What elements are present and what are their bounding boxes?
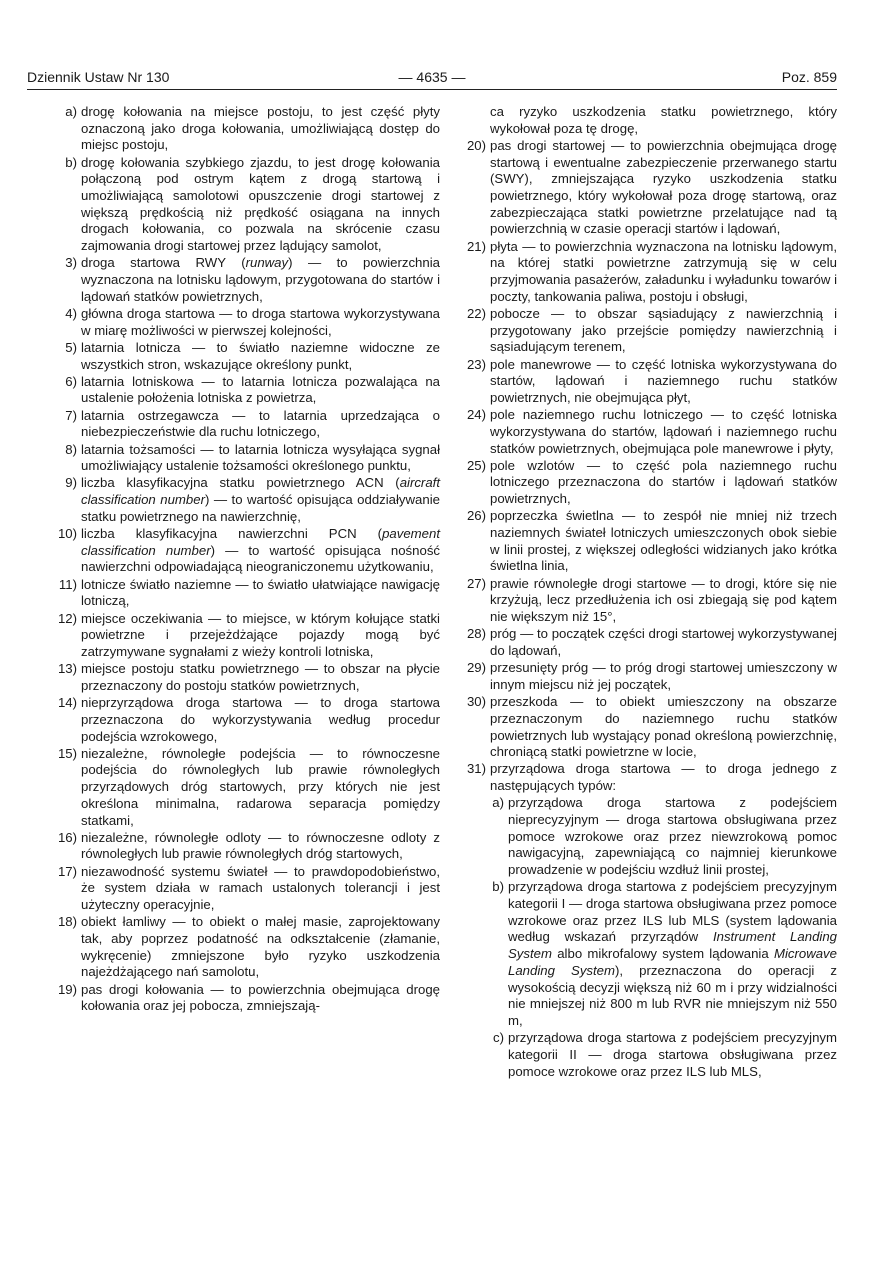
item-number: 16) [57,829,77,845]
list-item [47,442,440,475]
item-text: pole manewrowe — to część lotniska wykorzystywana do startów, lądowań i naziemnego ruchu statków powietrznych, nie obejmująca płyt, [490,356,837,405]
item-text: przyrządowa droga startowa — to droga jednego z następujących typów: [490,761,837,794]
item-number: b) [492,879,504,895]
item-text: przesunięty próg — to próg drogi startowej umieszczony w innym miejscu niż jej początek, [490,660,837,692]
list-item [456,458,837,508]
item-number: 11) [58,576,77,592]
item-text: przyrządowa droga startowa z podejściem nieprecyzyjnym — droga startowa obsługiwana przez pomoce wzrokowe oraz przez niewzrokową pomoc nawigacyjną, zapewniającą co najmniej kierunkowe prowadzenie w podejściu wzdłuż linii prostej, [508,795,837,878]
item-text: płyta — to powierzchnia wyznaczona na lotnisku lądowym, na której statki powietrzne zatrzymują się w celu przyjmowania pasażerów, załadunku i wyładunku towarów i poczty, tankowania paliwa, postoju i obsługi, [490,238,837,304]
list-item [456,138,837,238]
item-text: poprzeczka świetlna — to zespół nie mniej niż trzech naziemnych świateł lotniczych umieszczonych obok siebie w linii prostej, z większej odległości widzianych jako krótka świetlna linia, [490,508,837,574]
item-number: 5) [65,339,77,355]
item-text: przyrządowa droga startowa z podejściem precyzyjnym kategorii II — droga startowa obsługiwana przez pomoce wzrokowe oraz przez ILS lub MLS, [508,1030,837,1079]
list-item [456,660,837,693]
item-text: latarnia lotniskowa — to latarnia lotnicza pozwalająca na ustalenie położenia lotniska z powietrza, [81,373,440,406]
item-number: 27) [466,575,486,591]
item-number: 29) [466,660,486,676]
item-text: niezależne, równoległe podejścia — to równoczesne podejścia do równoległych lub prawie równoległych przyrządowych dróg startowych, przy których nie jest określona minimalna, radarowa separacja pomiędzy statkami, [81,745,440,828]
list-item [47,746,440,830]
item-text: droga startowa RWY (runway) — to powierzchnia wyznaczona na lotnisku lądowym, przygotowana do startów i lądowań statków powietrznych, [81,255,440,304]
item-number: b) [65,154,77,170]
item-text: liczba klasyfikacyjna nawierzchni PCN (pavement classification number) — to wartość opisująca nośność nawierzchni odpowiadającą nieograniczonemu użytkowaniu, [81,526,441,575]
list-item [47,475,440,525]
item-number: 22) [466,305,486,321]
item-number: 6) [65,373,77,389]
item-text: obiekt łamliwy — to obiekt o małej masie, zaprojektowany tak, aby poprzez podatność na odkształcenie (złamanie, wykręcenie) zmniejszone było ryzyko uszkodzenia najeżdżającego nań samolotu, [81,914,440,980]
list-item [47,982,440,1015]
item-text: miejsce oczekiwania — to miejsce, w którym kołujące statki powietrzne i przejeżdżające pojazdy mogą być zatrzymywane sygnałami z wieży kontroli lotniska, [81,610,440,659]
item-number: 28) [466,626,486,642]
list-item [47,661,440,694]
list-item [47,914,440,981]
item-text: pobocze — to obszar sąsiadujący z nawierzchnią i przygotowany jako przejście pomiędzy nawierzchnią i sąsiadującym terenem, [490,305,837,355]
list-item [456,508,837,575]
list-item [456,306,837,356]
item-number: 19) [57,981,77,997]
item-text: przeszkoda — to obiekt umieszczony na obszarze przeznaczonym do naziemnego ruchu statków powietrznych lub wystający ponad określoną powierzchnię, chroniącą statki powietrzne w locie, [490,694,837,760]
item-text: ca ryzyko uszkodzenia statku powietrznego, który wykołował poza tę drogę, [490,104,837,136]
item-number: 18) [57,914,77,930]
item-text: latarnia tożsamości — to latarnia lotnicza wysyłająca sygnał umożliwiający ustalenie tożsamości określonego punktu, [81,441,440,474]
item-number: 8) [65,441,77,457]
right-column [456,104,837,1081]
list-item [456,576,837,626]
list-item [456,104,837,137]
item-number: a) [492,795,504,811]
list-item [456,357,837,407]
list-item [47,306,440,339]
item-text: prawie równoległe drogi startowe — to drogi, które się nie krzyżują, lecz przedłużenia ich osi zbiegają się pod kątem nie większym niż 15°, [490,575,837,625]
item-number: 3) [65,255,77,271]
list-item [47,526,440,576]
item-text: przyrządowa droga startowa z podejściem precyzyjnym kategorii I — droga startowa obsługiwana przez pomoce wzrokowe oraz przez ILS lub MLS (system lądowania według wskazań przyrządów Instrument Landing System albo mikrofalowy system lądowania Microwave Landing System), przeznaczona do operacji z wysokością decyzji większą niż 60 m i przy widzialności nie mniejszej niż 800 m lub RVR nie mniejszym niż 550 m, [508,879,837,1028]
item-text: latarnia lotnicza — to światło naziemne widoczne ze wszystkich stron, wskazujące określony punkt, [81,339,440,372]
left-column [47,104,440,1015]
list-item [47,577,440,610]
item-text: drogę kołowania na miejsce postoju, to jest część płyty oznaczoną jako droga kołowania, umożliwiającą dostęp do miejsc postoju, [81,104,440,153]
item-text: nieprzyrządowa droga startowa — to droga startowa przeznaczona do wykorzystywania według procedur podejścia wzrokowego, [81,695,440,744]
item-text: pas drogi kołowania — to powierzchnia obejmująca drogę kołowania oraz jej pobocza, zmniejszają- [81,981,440,1014]
list-item [47,374,440,407]
header-rule [27,89,837,90]
item-number: 26) [466,508,486,524]
item-number: 25) [466,457,486,473]
item-text: lotnicze światło naziemne — to światło ułatwiające nawigację lotniczą, [81,576,440,609]
sub-item [47,155,440,255]
item-text: próg — to początek części drogi startowej wykorzystywanej do lądowań, [490,626,837,658]
item-number: 13) [57,661,77,677]
list-item [47,340,440,373]
item-text: pole naziemnego ruchu lotniczego — to część lotniska wykorzystywana do startów, lądowań i naziemnego ruchu statków powietrznych, obejmująca pole manewrowe i płyty, [490,407,837,456]
item-number: 30) [466,694,486,710]
item-text: miejsce postoju statku powietrznego — to obszar na płycie przeznaczony do postoju statków powietrznych, [81,661,440,693]
list-item [47,408,440,441]
item-text: główna droga startowa — to droga startowa wykorzystywana w miarę możliwości w pierwszej kolejności, [81,305,440,338]
list-item [456,407,837,457]
item-text: latarnia ostrzegawcza — to latarnia uprzedzająca o niebezpieczeństwie dla ruchu lotniczego, [81,407,440,440]
item-text: niezawodność systemu świateł — to prawdopodobieństwo, że system działa w ramach ustalonych tolerancji i jest użyteczny operacyjnie, [81,863,440,913]
sub-item [456,879,837,1029]
list-item [47,255,440,305]
list-item [456,694,837,761]
list-item [456,761,837,794]
list-item [456,239,837,306]
list-item [47,830,440,863]
list-item [47,695,440,745]
item-number: 10) [57,526,77,542]
item-number: 20) [466,137,486,153]
list-item [456,626,837,659]
item-number: 17) [57,863,77,879]
journal-title: Dziennik Ustaw Nr 130 [27,69,170,85]
item-number: 23) [466,356,486,372]
page-header [27,69,837,89]
item-text: pas drogi startowej — to powierzchnia obejmująca drogę startową i ewentualne zabezpieczenie przerwanego startu (SWY), zmniejszająca ryzyko uszkodzenia statku powietrznego, który wykołował poza drogę startową, oraz zabezpieczająca statki powietrzne przelatujące nad tą powierzchnią w czasie operacji startów i lądowań, [490,137,837,237]
page-number: — 4635 — [398,69,466,85]
item-text: pole wzlotów — to część pola naziemnego ruchu lotniczego przeznaczona do startów i lądowań statków powietrznych, [490,457,837,507]
item-number: a) [65,104,77,119]
list-item [47,864,440,914]
sub-item [456,795,837,879]
item-number: c) [493,1030,504,1046]
sub-item [456,1030,837,1080]
position-number: Poz. 859 [781,69,837,85]
item-number: 12) [57,610,77,626]
item-number: 9) [65,475,77,491]
item-number: 15) [57,745,77,761]
item-number: 24) [466,407,486,423]
sub-item [47,104,440,154]
item-number: 7) [65,407,77,423]
item-number: 4) [65,305,77,321]
item-text: drogę kołowania szybkiego zjazdu, to jest drogę kołowania połączoną pod ostrym kątem z drogą startową i umożliwiającą samolotowi opuszczenie drogi startowej z większą prędkością niż prędkość osiągana na innych drogach kołowania, co pozwala na skrócenie czasu zajmowania drogi startowej przez lądujący samolot, [81,154,440,254]
list-item [47,611,440,661]
item-number: 31) [466,761,486,777]
item-text: niezależne, równoległe odloty — to równoczesne odloty z równoległych lub prawie równoległych dróg startowych, [81,829,440,862]
item-number: 14) [57,695,77,711]
item-text: liczba klasyfikacyjna statku powietrznego ACN (aircraft classification number) — to wartość opisująca oddziaływanie statku powietrznego na nawierzchnię, [81,475,440,524]
item-number: 21) [466,238,486,254]
